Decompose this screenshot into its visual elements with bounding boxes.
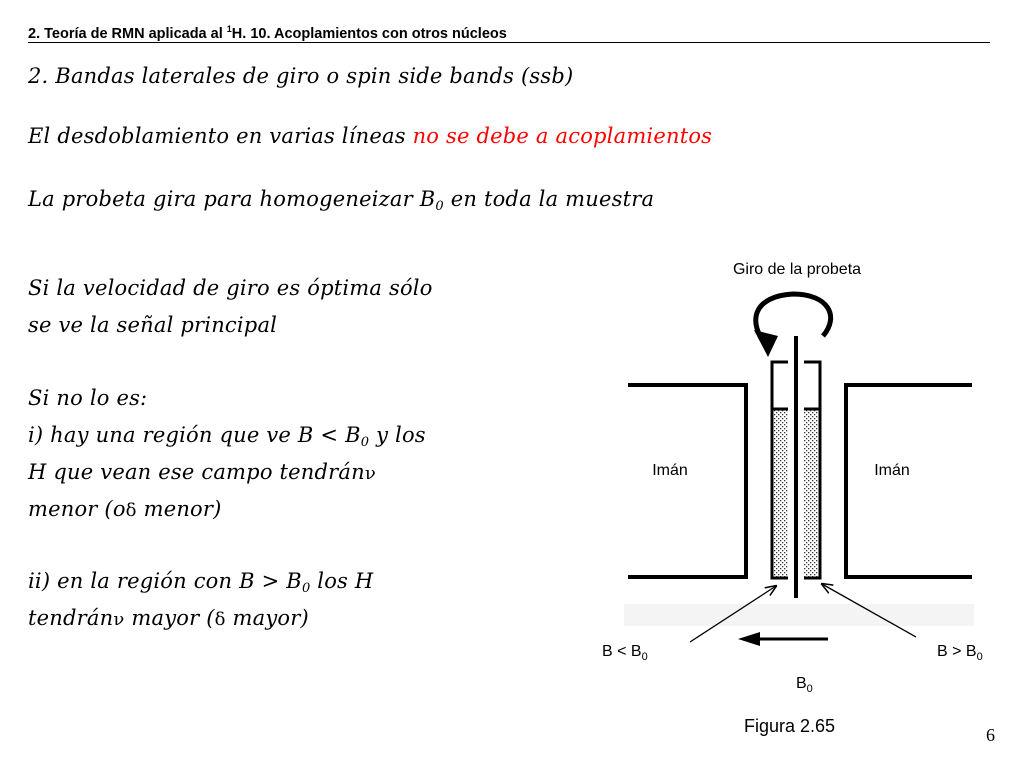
magnet-left-label: Imán	[652, 462, 688, 479]
line3-pre: La probeta gira para homogeneizar B	[28, 187, 436, 211]
slide-header	[28, 24, 507, 42]
line3-post: en toda la muestra	[443, 187, 655, 211]
p3-line2-pre: tendrán	[28, 606, 114, 630]
p2-line4	[28, 497, 222, 521]
p3-line1-post: los H	[310, 569, 374, 593]
p2-line4-post: menor)	[136, 497, 222, 521]
p3-line2-mid: mayor (	[124, 606, 215, 630]
heading-ssb: 2. Bandas laterales de giro o spin side bands (ssb)	[28, 64, 574, 88]
field-direction-arrowhead	[738, 632, 760, 646]
p1-line2: se ve la señal principal	[28, 313, 278, 337]
magnet-left	[628, 385, 746, 577]
header-title-post: H. 10. Acoplamientos con otros núcleos	[231, 25, 507, 42]
p3-line1-sub: 0	[301, 581, 311, 596]
p3-line1-pre: ii) en la región con B > B	[28, 569, 302, 593]
p3-line2	[28, 606, 309, 630]
figure-shadow-band	[624, 604, 974, 626]
p2-line2-sub: 0	[360, 435, 370, 450]
magnet-right-label: Imán	[874, 462, 910, 479]
label-high-field: $B > B_0$	[937, 643, 983, 663]
line2-red-text: no se debe a acoplamientos	[412, 124, 713, 148]
figure-title: Giro de la probeta	[732, 261, 862, 278]
page-number: 6	[986, 725, 995, 745]
p3-line2-post: mayor)	[225, 606, 309, 630]
header-title-sup: 1	[226, 24, 232, 34]
p3-line1	[28, 569, 373, 596]
line-probeta-gira	[28, 187, 654, 214]
delta-symbol: δ	[214, 609, 226, 630]
line2-black-text: El desdoblamiento en varias líneas	[28, 124, 413, 148]
nu-symbol: ν	[113, 609, 125, 630]
delta-symbol: δ	[125, 500, 137, 521]
label-field-b0: $B_0$	[796, 675, 813, 695]
spinning-probe-figure	[600, 250, 1010, 700]
p2-line3-pre: H que vean ese campo tendrán	[28, 460, 365, 484]
header-rule	[28, 42, 990, 43]
figure-caption: Figura 2.65	[744, 716, 836, 736]
p2-line3	[28, 460, 376, 484]
p1-line1: Si la velocidad de giro es óptima sólo	[28, 276, 433, 300]
label-low-field: $B < B_0$	[602, 643, 648, 663]
p2-line2-pre: i) hay una región que ve B < B	[28, 423, 361, 447]
line-desdoblamiento	[28, 124, 712, 148]
magnet-right	[846, 385, 972, 577]
p2-line4-pre: menor (o	[28, 497, 126, 521]
header-title-pre: 2. Teoría de RMN aplicada al	[28, 25, 227, 42]
nu-symbol: ν	[364, 463, 377, 484]
p2-line2-post: y los	[369, 423, 426, 447]
p2-line2	[28, 423, 426, 450]
p2-line1: Si no lo es:	[28, 386, 148, 410]
line3-sub: 0	[435, 199, 444, 214]
